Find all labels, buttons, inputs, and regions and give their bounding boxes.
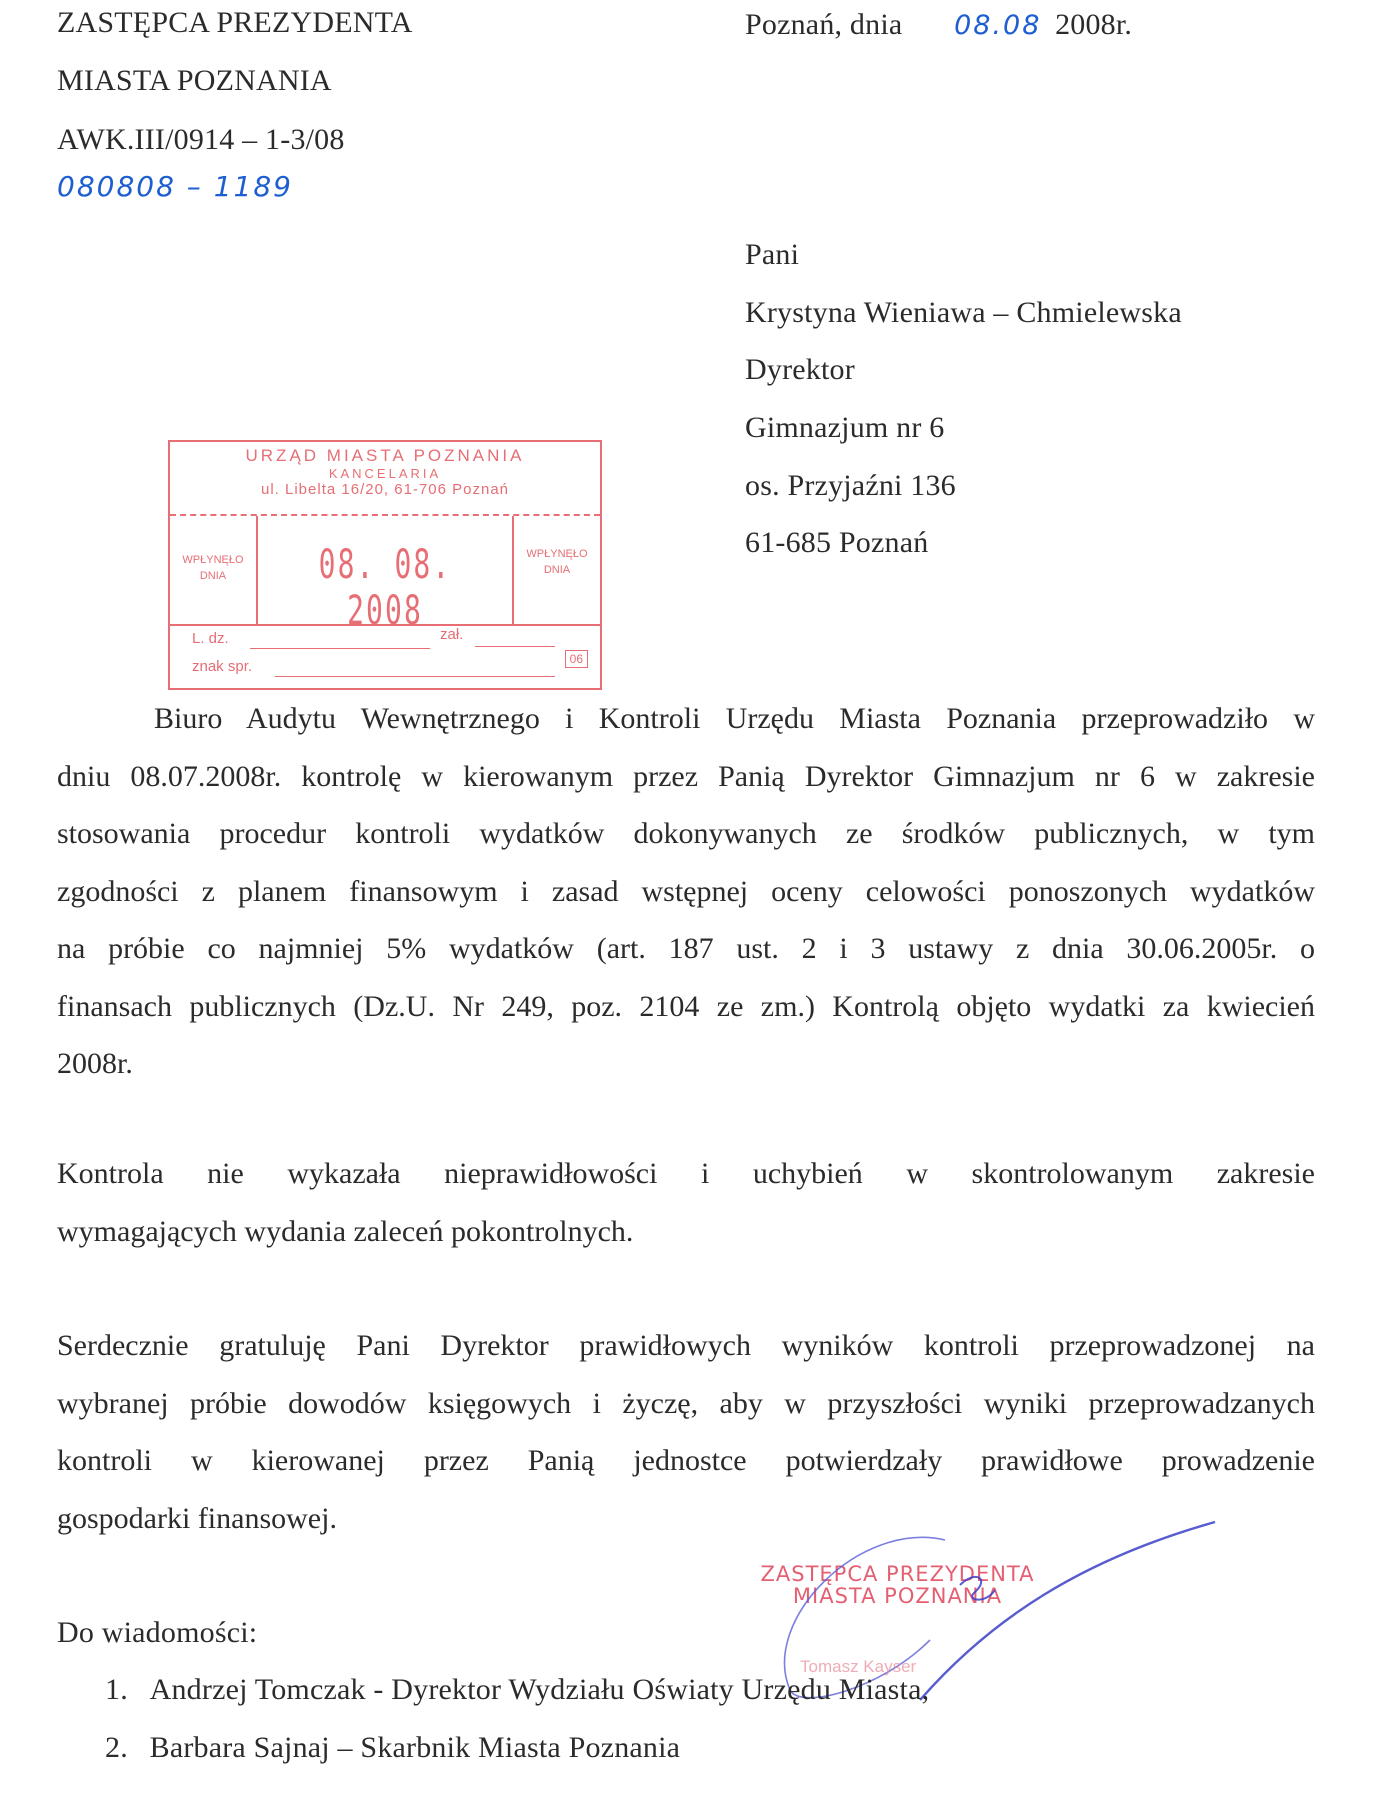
stamp-zal-line: [475, 646, 555, 647]
reference-number: AWK.III/0914 – 1-3/08: [57, 123, 345, 156]
addressee-line: 61-685 Poznań: [745, 526, 929, 559]
stamp-znak-line: [275, 676, 555, 677]
signature-stamp: [735, 1562, 1060, 1608]
stamp-znak-label: znak spr.: [192, 658, 253, 675]
stamp-box-code: 06: [565, 650, 588, 668]
body-paragraph-3: [57, 1317, 1315, 1547]
addressee-line: Pani: [745, 238, 800, 271]
paragraph-line: gospodarki finansowej.: [57, 1501, 337, 1535]
paragraph-line: Kontrola nie wykazała nieprawidłowości i uchybień w skontrolowanym zakresie: [57, 1157, 1315, 1190]
paragraph-line: wybranej próbie dowodów księgowych i życzę, aby w przyszłości wyniki przeprowadzanych: [57, 1386, 1315, 1420]
office-title-line1: ZASTĘPCA PREZYDENTA: [57, 6, 413, 39]
cc-item-text: Andrzej Tomczak - Dyrektor Wydziału Oświaty Urzędu Miasta,: [149, 1673, 930, 1706]
stamp-right-label-1: WPŁYNĘŁO: [526, 548, 588, 560]
receipt-stamp: [168, 440, 602, 690]
stamp-address: ul. Libelta 16/20, 61-706 Poznań: [261, 481, 509, 498]
stamp-subtitle: KANCELARIA: [328, 466, 442, 481]
cc-item-text: Barbara Sajnaj – Skarbnik Miasta Poznania: [149, 1731, 681, 1764]
stamp-left-label: [170, 516, 258, 624]
paragraph-line: 2008r.: [57, 1047, 133, 1080]
stamp-right-label-2: DNIA: [543, 564, 571, 576]
stamp-ldz-label: L. dz.: [192, 630, 229, 647]
signature-stamp-line1: ZASTĘPCA PREZYDENTA: [760, 1562, 1035, 1586]
paragraph-line: Serdecznie gratuluję Pani Dyrektor prawidłowych wyników kontroli przeprowadzonej na: [57, 1329, 1315, 1362]
paragraph-line: zgodności z planem finansowym i zasad wstępnej oceny celowości ponoszonych wydatków: [57, 874, 1315, 908]
paragraph-line: finansach publicznych (Dz.U. Nr 249, poz. 2104 ze zm.) Kontrolą objęto wydatki za kwiecień: [57, 989, 1315, 1023]
stamp-date-row: [170, 516, 600, 634]
stamp-date: 08. 08. 2008: [318, 542, 452, 634]
paragraph-line: wymagających wydania zaleceń pokontrolnych.: [57, 1214, 634, 1248]
stamp-title: URZĄD MIASTA POZNANIA: [245, 446, 525, 465]
stamp-ldz-line: [250, 648, 430, 649]
cc-heading: Do wiadomości:: [57, 1616, 258, 1649]
stamp-header: [170, 442, 600, 516]
stamp-left-label-1: WPŁYNĘŁO: [182, 554, 244, 566]
stamp-registry-row: [170, 626, 600, 686]
addressee-line: os. Przyjaźni 136: [745, 469, 956, 502]
paragraph-line: dniu 08.07.2008r. kontrolę w kierowanym przez Panią Dyrektor Gimnazjum nr 6 w zakresie: [57, 759, 1315, 793]
paragraph-line: Biuro Audytu Wewnętrznego i Kontroli Urzędu Miasta Poznania przeprowadziło w: [154, 702, 1315, 735]
cc-item-number: 2.: [105, 1731, 128, 1764]
paragraph-line: na próbie co najmniej 5% wydatków (art. 187 ust. 2 i 3 ustawy z dnia 30.06.2005r. o: [57, 932, 1315, 965]
cc-item-number: 1.: [105, 1673, 128, 1706]
body-paragraph-2: [57, 1145, 1315, 1260]
date-prefix: Poznań, dnia: [745, 8, 903, 41]
office-title-line2: MIASTA POZNANIA: [57, 64, 332, 97]
stamp-right-label: [512, 516, 600, 624]
body-paragraph-1: [57, 690, 1315, 1093]
addressee-line: Dyrektor: [745, 353, 855, 386]
signature-name-stamp: Tomasz Kayser: [800, 1657, 917, 1676]
stamp-left-label-2: DNIA: [199, 570, 227, 582]
stamp-zal-label: zał.: [440, 626, 464, 643]
date-line: [745, 8, 1132, 43]
handwritten-reference: 080808 – 1189: [57, 170, 293, 203]
date-handwritten: 08.08: [954, 10, 1042, 41]
signature-stamp-line2: MIASTA POZNANIA: [792, 1584, 1003, 1608]
cc-list-item: [105, 1673, 929, 1707]
paragraph-line: stosowania procedur kontroli wydatków dokonywanych ze środków publicznych, w tym: [57, 817, 1315, 850]
addressee-line: Krystyna Wieniawa – Chmielewska: [745, 296, 1182, 329]
paragraph-line: kontroli w kierowanej przez Panią jednostce potwierdzały prawidłowe prowadzenie: [57, 1444, 1315, 1477]
addressee-line: Gimnazjum nr 6: [745, 411, 945, 444]
date-suffix: 2008r.: [1055, 8, 1133, 41]
cc-list-item: [105, 1731, 680, 1765]
